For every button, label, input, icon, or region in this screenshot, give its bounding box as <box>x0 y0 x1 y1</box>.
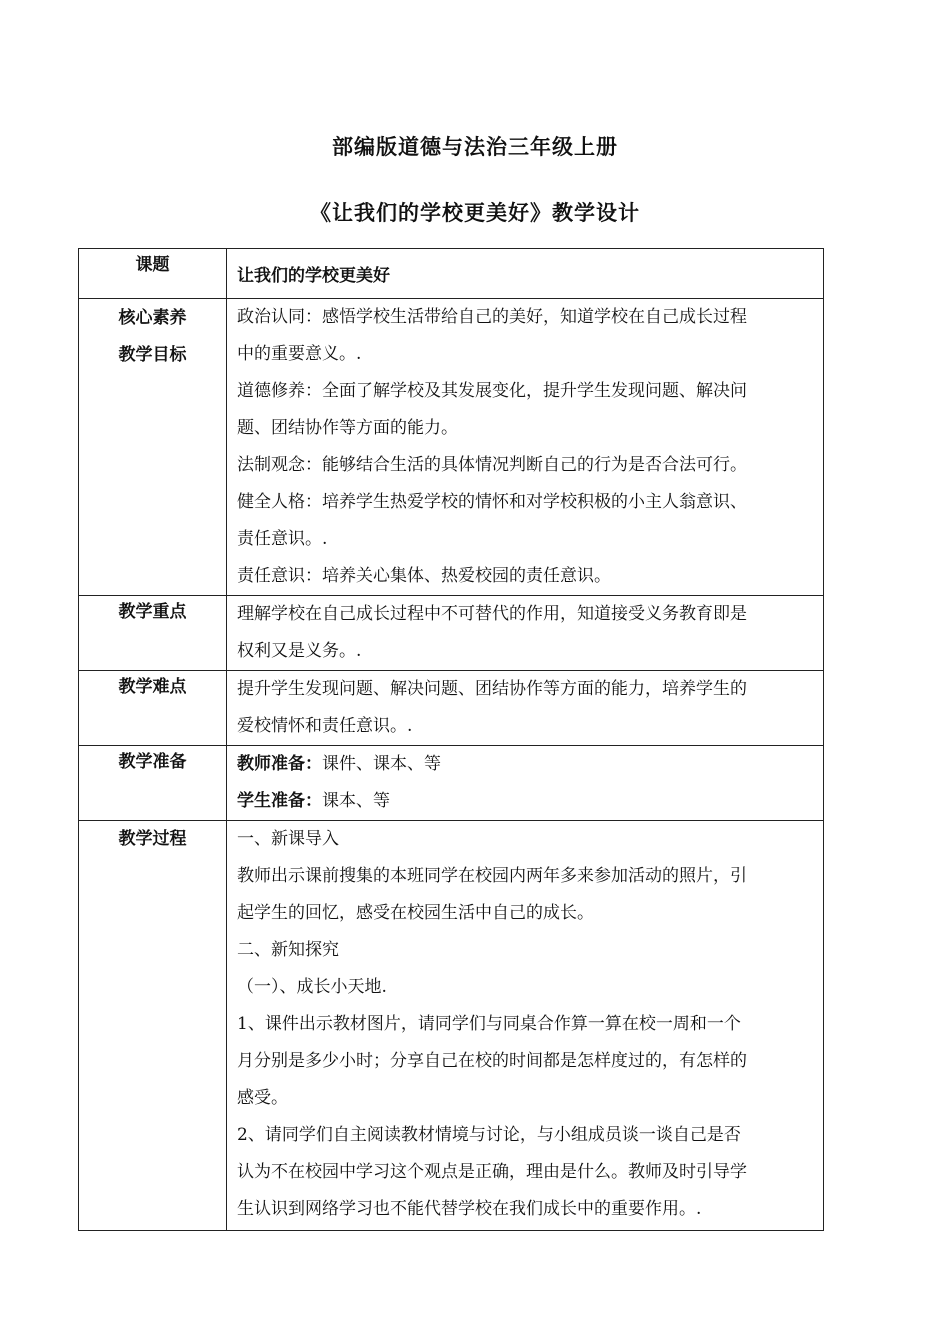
goals-line: 道德修养：全面了解学校及其发展变化，提升学生发现问题、解决问 <box>237 381 747 401</box>
teacher-prep-label: 教师准备： <box>237 754 322 774</box>
process-line: 教师出示课前搜集的本班同学在校园内两年多来参加活动的照片，引 <box>237 866 747 886</box>
goals-line: 中的重要意义。. <box>237 344 362 364</box>
process-line: 认为不在校园中学习这个观点是正确，理由是什么。教师及时引导学 <box>237 1162 747 1182</box>
label-key-points: 教学重点 <box>79 596 227 671</box>
process-line: （一）、成长小天地. <box>237 977 387 997</box>
label-difficulties: 教学难点 <box>79 671 227 746</box>
row-preparation <box>79 746 824 821</box>
label-process <box>79 821 227 1231</box>
document-title: 部编版道德与法治三年级上册 <box>332 135 618 159</box>
process-line: 生认识到网络学习也不能代替学校在我们成长中的重要作用。. <box>237 1199 702 1219</box>
row-process <box>79 821 824 1231</box>
row-topic <box>79 249 824 299</box>
student-prep-label: 学生准备： <box>237 791 322 811</box>
label-preparation: 教学准备 <box>79 746 227 821</box>
process-line: 二、新知探究 <box>237 940 339 960</box>
goals-line: 健全人格：培养学生热爱学校的情怀和对学校积极的小主人翁意识、 <box>237 492 747 512</box>
label-goals <box>79 299 227 596</box>
key-points-line: 权利又是义务。. <box>237 641 362 661</box>
value-topic: 让我们的学校更美好 <box>227 249 824 299</box>
process-line: 1、课件出示教材图片，请同学们与同桌合作算一算在校一周和一个 <box>237 1014 741 1034</box>
key-points-line: 理解学校在自己成长过程中不可替代的作用，知道接受义务教育即是 <box>237 604 747 624</box>
row-goals <box>79 299 824 596</box>
document-subtitle: 《让我们的学校更美好》教学设计 <box>310 201 640 225</box>
process-line: 一、新课导入 <box>237 829 339 849</box>
value-difficulties <box>227 671 824 746</box>
label-topic: 课题 <box>79 249 227 299</box>
label-goals-line2: 教学目标 <box>118 345 187 365</box>
difficulties-line: 爱校情怀和责任意识。. <box>237 716 413 736</box>
teacher-prep-line <box>237 746 815 783</box>
goals-line: 法制观念：能够结合生活的具体情况判断自己的行为是否合法可行。 <box>237 455 747 475</box>
row-key-points <box>79 596 824 671</box>
student-prep-value: 课本、等 <box>322 791 390 811</box>
teacher-prep-value: 课件、课本、等 <box>322 754 441 774</box>
process-line: 2、请同学们自主阅读教材情境与讨论，与小组成员谈一谈自己是否 <box>237 1125 741 1145</box>
goals-line: 政治认同：感悟学校生活带给自己的美好，知道学校在自己成长过程 <box>237 307 747 327</box>
process-line: 起学生的回忆，感受在校园生活中自己的成长。 <box>237 903 594 923</box>
value-process <box>227 821 824 1231</box>
row-difficulties <box>79 671 824 746</box>
difficulties-line: 提升学生发现问题、解决问题、团结协作等方面的能力，培养学生的 <box>237 679 747 699</box>
goals-line: 责任意识。. <box>237 529 328 549</box>
student-prep-line <box>237 783 815 820</box>
process-line: 月分别是多少小时；分享自己在校的时间都是怎样度过的，有怎样的 <box>237 1051 747 1071</box>
process-line: 感受。 <box>237 1088 288 1108</box>
goals-line: 题、团结协作等方面的能力。 <box>237 418 458 438</box>
goals-line: 责任意识：培养关心集体、热爱校园的责任意识。 <box>237 566 611 586</box>
value-preparation <box>227 746 824 821</box>
label-goals-line1: 核心素养 <box>118 308 187 328</box>
lesson-plan-table <box>78 248 824 1231</box>
label-process-text: 教学过程 <box>118 829 187 849</box>
value-key-points <box>227 596 824 671</box>
value-goals <box>227 299 824 596</box>
